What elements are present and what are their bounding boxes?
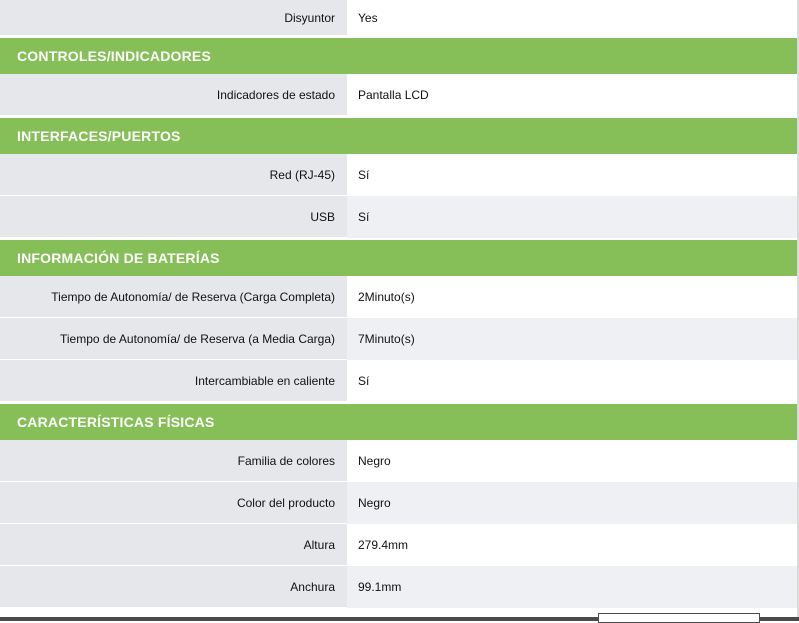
spec-row	[0, 360, 799, 402]
spec-value: Negro	[347, 482, 799, 524]
spec-row	[0, 276, 799, 318]
spec-value: Pantalla LCD	[347, 74, 799, 116]
spec-value: Negro	[347, 440, 799, 482]
spec-label: Familia de colores	[0, 440, 347, 482]
spec-row	[0, 318, 799, 360]
spec-label: Red (RJ-45)	[0, 154, 347, 196]
bottom-frame-bar	[0, 617, 799, 621]
section-header-interfaces: INTERFACES/PUERTOS	[0, 118, 799, 154]
spec-value: 99.1mm	[347, 566, 799, 608]
spec-row	[0, 196, 799, 238]
spec-label: Tiempo de Autonomía/ de Reserva (a Media Carga)	[0, 318, 347, 360]
spec-label: Disyuntor	[0, 0, 347, 36]
spec-row	[0, 482, 799, 524]
spec-row	[0, 74, 799, 116]
spec-value: Sí	[347, 196, 799, 238]
spec-value: Sí	[347, 360, 799, 402]
section-header-fisicas: CARACTERÍSTICAS FÍSICAS	[0, 404, 799, 440]
section-header-controles: CONTROLES/INDICADORES	[0, 38, 799, 74]
spec-row	[0, 154, 799, 196]
spec-value: 7Minuto(s)	[347, 318, 799, 360]
spec-row	[0, 566, 799, 608]
spec-label: USB	[0, 196, 347, 238]
spec-label: Tiempo de Autonomía/ de Reserva (Carga Completa)	[0, 276, 347, 318]
spec-label: Color del producto	[0, 482, 347, 524]
spec-label: Anchura	[0, 566, 347, 608]
spec-value: 279.4mm	[347, 524, 799, 566]
spec-value: 2Minuto(s)	[347, 276, 799, 318]
spec-row	[0, 524, 799, 566]
spec-label: Altura	[0, 524, 347, 566]
spec-row	[0, 440, 799, 482]
spec-row	[0, 0, 799, 36]
spec-value: Sí	[347, 154, 799, 196]
spec-label: Indicadores de estado	[0, 74, 347, 116]
bottom-frame-box	[598, 613, 760, 623]
section-header-baterias: INFORMACIÓN DE BATERÍAS	[0, 240, 799, 276]
spec-label: Intercambiable en caliente	[0, 360, 347, 402]
spec-value: Yes	[347, 0, 799, 36]
